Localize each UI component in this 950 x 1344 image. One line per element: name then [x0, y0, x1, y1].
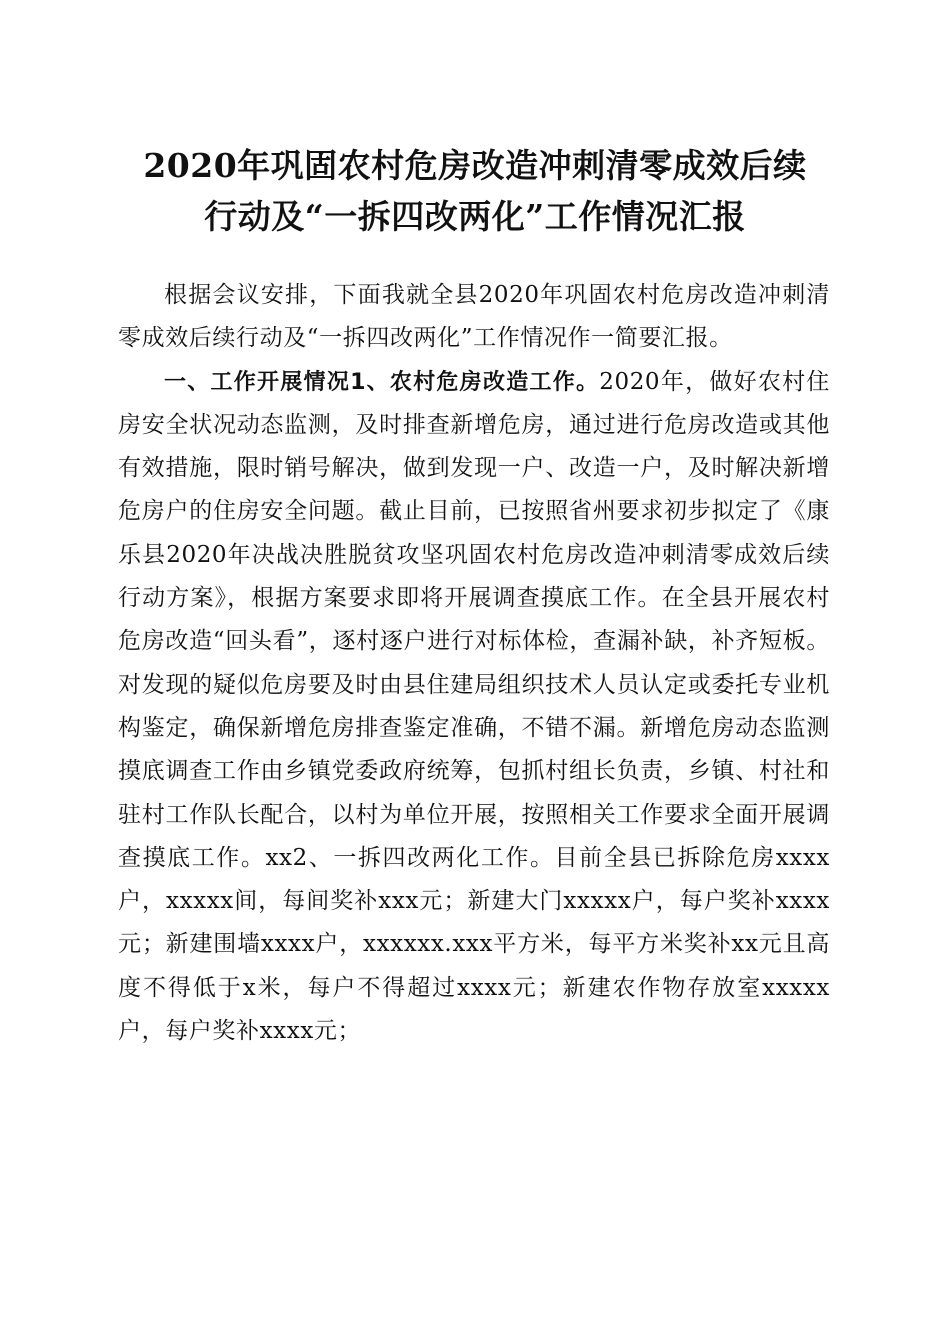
intro-paragraph: 根据会议安排，下面我就全县2020年巩固农村危房改造冲刺清零成效后续行动及“一拆四改两化”工作情况作一简要汇报。 — [118, 282, 830, 352]
section-1-text: 2020年，做好农村住房安全状况动态监测，及时排查新增危房，通过进行危房改造或其他有效措施，限时销号解决，做到发现一户、改造一户，及时解决新增危房户的住房安全问题。截止目前，已按照省州要求初步拟定了《康乐县2020年决战决胜脱贫攻坚巩固农村危房改造冲刺清零成效后续行动方案》，根据方案要求即将开展调查摸底工作。在全县开展农村危房改造“回头看”，逐村逐户进行对标体检，查漏补缺，补齐短板。对发现的疑似危房要及时由县住建局组织技术人员认定或委托专业机构鉴定，确保新增危房排查鉴定准确，不错不漏。新增危房动态监测摸底调查工作由乡镇党委政府统筹，包抓村组长负责，乡镇、村社和驻村工作队长配合，以村为单位开展，按照相关工作要求全面开展调查摸底工作。xx2、一拆四改两化工作。目前全县已拆除危房xxxx户，xxxxx间，每间奖补xxx元；新建大门xxxxx户，每户奖补xxxx元；新建围墙xxxx户，xxxxxx.xxx平方米，每平方米奖补xx元且高度不得低于x米，每户不得超过xxxx元；新建农作物存放室xxxxx户，每户奖补xxxx元； — [118, 368, 830, 1045]
section-1-heading: 一、工作开展情况1、农村危房改造工作。 — [164, 369, 600, 395]
title-line-1: 2020年巩固农村危房改造冲刺清零成效后续 — [143, 146, 807, 185]
title-line-2: 行动及“一拆四改两化”工作情况汇报 — [204, 197, 746, 236]
section-1-paragraph — [118, 361, 830, 1054]
document-title — [120, 140, 830, 242]
document-body — [118, 274, 830, 1053]
